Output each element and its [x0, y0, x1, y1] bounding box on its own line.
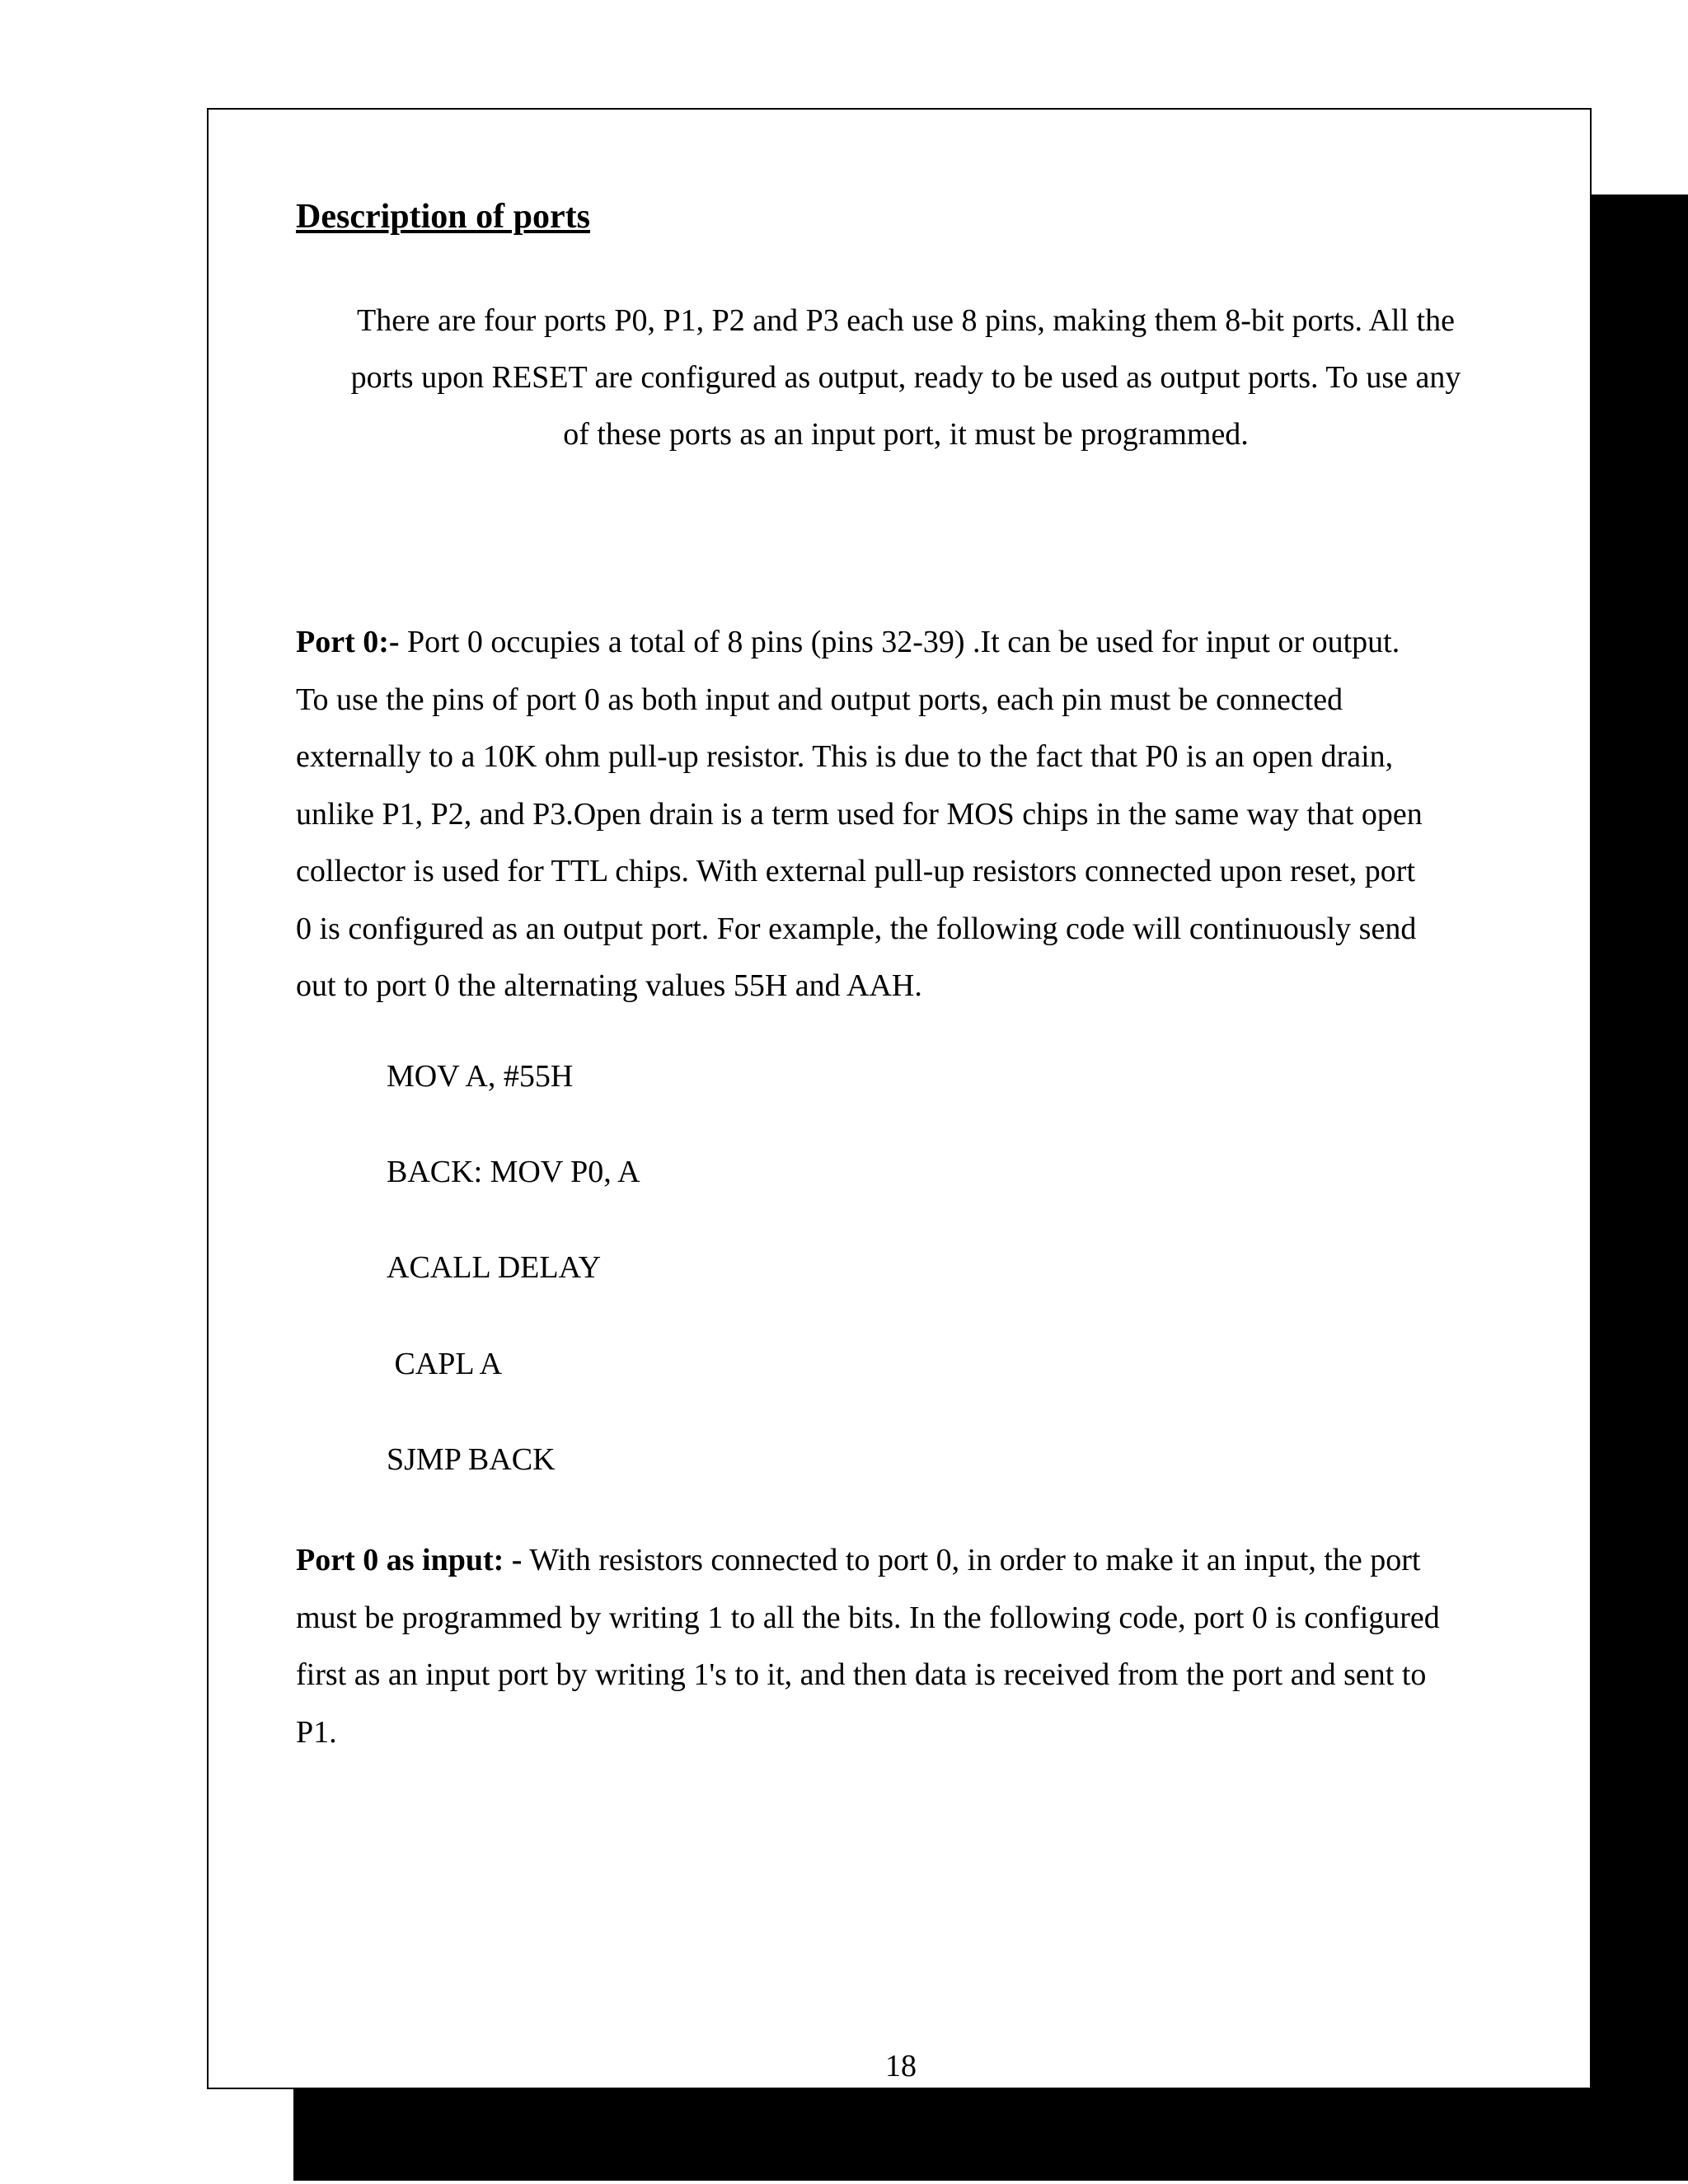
port0-line: 0 is configured as an output port. For example, the following code will continuously send — [296, 911, 1417, 946]
port0-input-line: must be programmed by writing 1 to all the bits. In the following code, port 0 is configured — [296, 1600, 1440, 1635]
code-line: BACK: MOV P0, A — [387, 1155, 640, 1189]
port0-line: unlike P1, P2, and P3.Open drain is a term used for MOS chips in the same way that open — [296, 796, 1423, 832]
port0-line-text: Port 0 occupies a total of 8 pins (pins 32-39) .It can be used for input or output. — [399, 625, 1400, 659]
port0-input-line — [296, 1532, 1516, 1590]
code-line: MOV A, #55H — [387, 1059, 574, 1094]
code-line: ACALL DELAY — [387, 1250, 602, 1285]
page-number: 18 — [885, 2049, 917, 2083]
page-shadow-right — [1582, 194, 1688, 2181]
port0-input-label: Port 0 as input: - — [296, 1543, 523, 1577]
port0-input-line-text: With resistors connected to port 0, in order to make it an input, the port — [522, 1543, 1421, 1577]
code-line: SJMP BACK — [387, 1442, 556, 1477]
port0-line: out to port 0 the alternating values 55H and AAH. — [296, 968, 922, 1003]
port0-input-paragraph — [296, 1532, 1516, 1761]
intro-line: There are four ports P0, P1, P2 and P3 each use 8 pins, making them 8-bit ports. All the — [357, 303, 1455, 338]
code-line: CAPL A — [387, 1347, 503, 1381]
document-page — [207, 108, 1592, 2089]
port0-line: To use the pins of port 0 as both input and output ports, each pin must be connected — [296, 682, 1343, 717]
port0-line: collector is used for TTL chips. With external pull-up resistors connected upon reset, port — [296, 854, 1416, 888]
port0-line: externally to a 10K ohm pull-up resistor. This is due to the fact that P0 is an open drain, — [296, 739, 1394, 774]
page-shadow-bottom — [293, 2087, 1688, 2181]
intro-line: of these ports as an input port, it must be programmed. — [563, 417, 1249, 452]
intro-paragraph — [296, 293, 1516, 463]
port0-input-line: P1. — [296, 1714, 337, 1750]
port0-input-line: first as an input port by writing 1's to it, and then data is received from the port and sent to — [296, 1657, 1427, 1692]
section-heading: Description of ports — [296, 198, 590, 236]
port0-paragraph — [296, 614, 1516, 1015]
intro-line: ports upon RESET are configured as output, ready to be used as output ports. To use any — [350, 360, 1461, 395]
port0-label: Port 0:- — [296, 625, 400, 659]
port0-line — [296, 614, 1516, 672]
